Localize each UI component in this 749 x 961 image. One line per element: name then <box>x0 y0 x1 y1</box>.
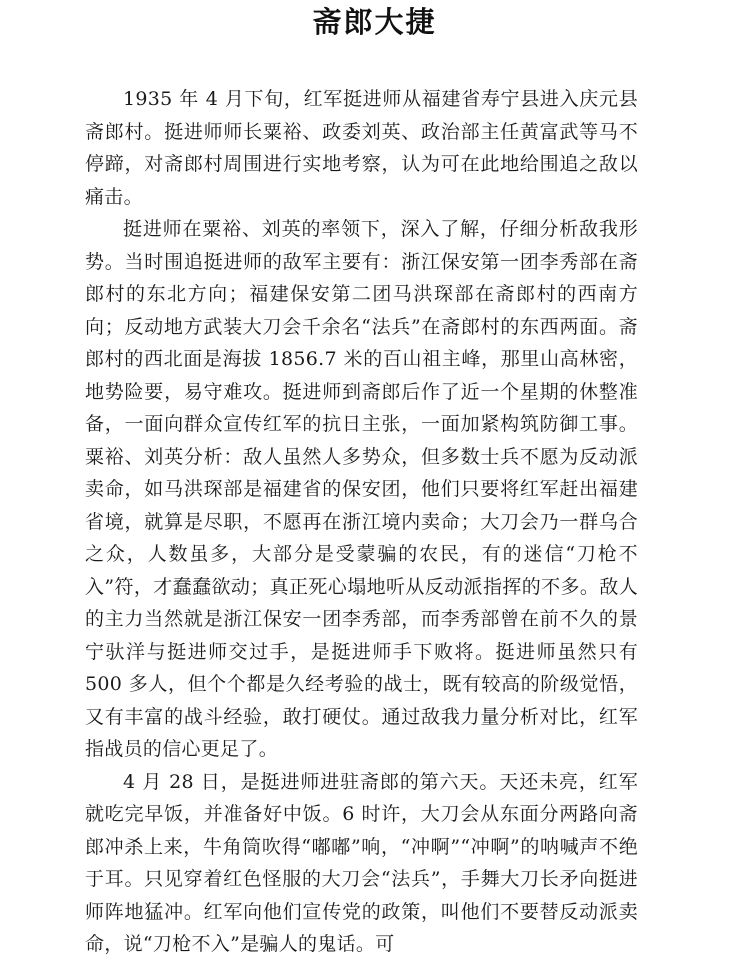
paragraph: 挺进师在粟裕、刘英的率领下，深入了解，仔细分析敌我形势。当时围追挺进师的敌军主要有：浙江保安第一团李秀部在斋郎村的东北方向；福建保安第二团马洪琛部在斋郎村的西南方向；反动地方武装大刀会千余名“法兵”在斋郎村的东西两面。斋郎村的西北面是海拔 1856.7 米的百山祖主峰，那里山高林密，地势险要，易守难攻。挺进师到斋郎后作了近一个星期的休整准备，一面向群众宣传红军的抗日主张，一面加紧构筑防御工事。粟裕、刘英分析：敌人虽然人多势众，但多数士兵不愿为反动派卖命，如马洪琛部是福建省的保安团，他们只要将红军赶出福建省境，就算是尽职，不愿再在浙江境内卖命；大刀会乃一群乌合之众，人数虽多，大部分是受蒙骗的农民，有的迷信“刀枪不入”符，才蠢蠢欲动；真正死心塌地听从反动派指挥的不多。敌人的主力当然就是浙江保安一团李秀部，而李秀部曾在前不久的景宁驮洋与挺进师交过手，是挺进师手下败将。挺进师虽然只有 500 多人，但个个都是久经考验的战士，既有较高的阶级觉悟，又有丰富的战斗经验，敢打硬仗。通过敌我力量分析对比，红军指战员的信心更足了。 <box>85 218 638 760</box>
paragraph: 1935 年 4 月下旬，红军挺进师从福建省寿宁县进入庆元县斋郎村。挺进师师长粟裕、政委刘英、政治部主任黄富武等马不停蹄，对斋郎村周围进行实地考察，认为可在此地给围追之敌以痛击。 <box>85 88 638 208</box>
article-body <box>85 83 638 961</box>
page-title: 斋郎大捷 <box>312 5 437 39</box>
paragraph: 4 月 28 日，是挺进师进驻斋郎的第六天。天还未亮，红军就吃完早饭，并准备好中饭。6 时许，大刀会从东面分两路向斋郎冲杀上来，牛角筒吹得“嘟嘟”响，“冲啊”“冲啊”的呐喊声不绝于耳。只见穿着红色怪服的大刀会“法兵”，手舞大刀长矛向挺进师阵地猛冲。红军向他们宣传党的政策，叫他们不要替反动派卖命，说“刀枪不入”是骗人的鬼话。可 <box>85 770 638 955</box>
